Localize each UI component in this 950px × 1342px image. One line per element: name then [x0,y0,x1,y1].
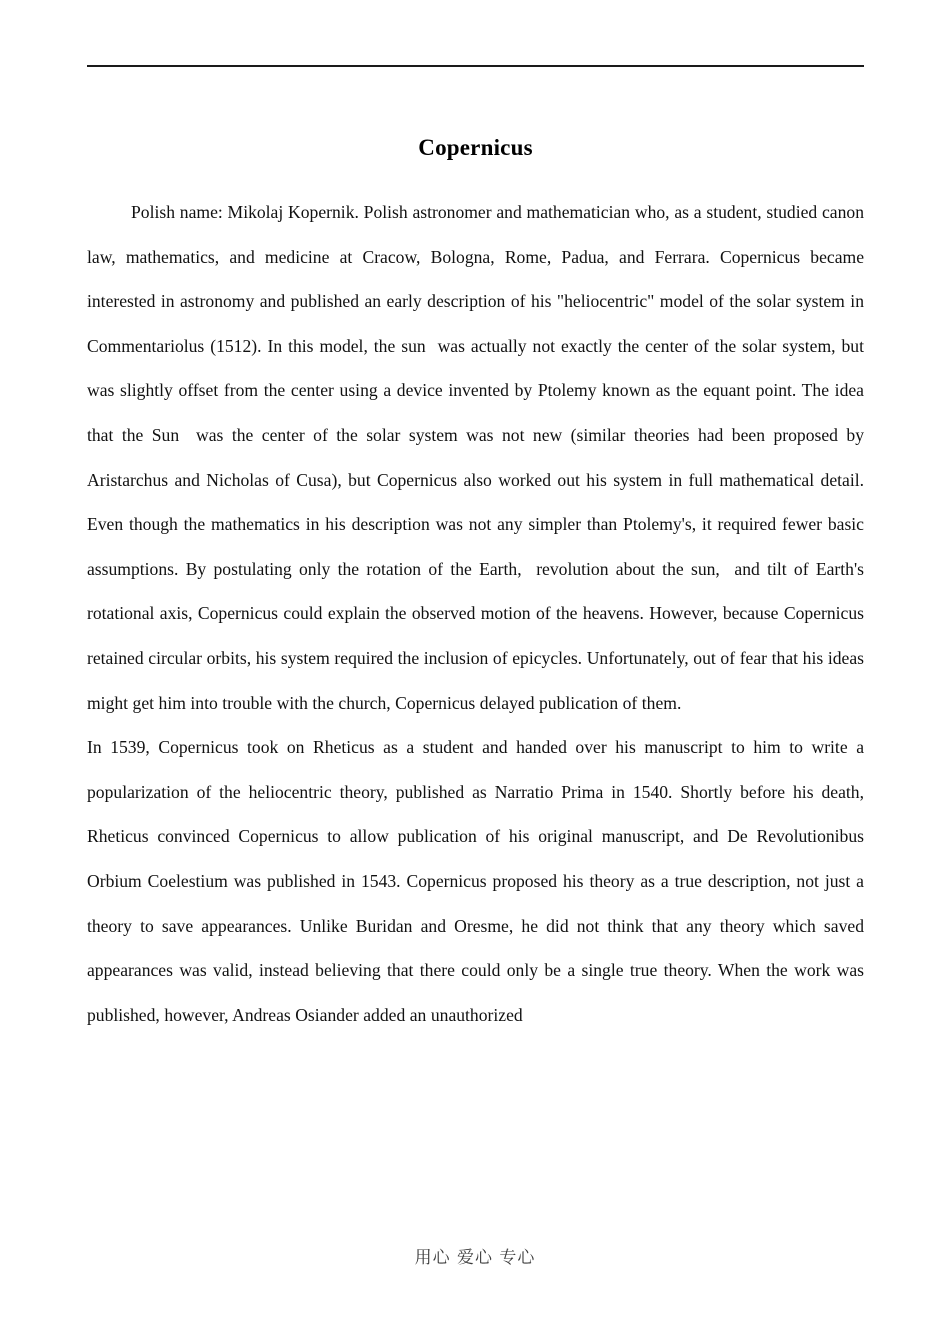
body-paragraph-2: In 1539, Copernicus took on Rheticus as a student and handed over his manuscript to him to write a popularization of the heliocentric theory, published as Narratio Prima in 1540. Shortly before his death, Rheticus convinced Copernicus to allow publication of his original manuscript, and De Revolutionibus Orbium Coelestium was published in 1543. Copernicus proposed his theory as a true description, not just a theory to save appearances. Unlike Buridan and Oresme, he did not think that any theory which saved appearances was valid, instead believing that there could only be a single true theory. When the work was published, however, Andreas Osiander added an unauthorized [87,737,869,1025]
document-body [87,190,869,1037]
page-footer: 用心 爱心 专心 [414,1248,536,1268]
page-title: Copernicus [418,135,533,160]
body-paragraph-1: Polish name: Mikolaj Kopernik. Polish astronomer and mathematician who, as a student, studied canon law, mathematics, and medicine at Cracow, Bologna, Rome, Padua, and Ferrara. Copernicus became interested in astronomy and published an early description of his "heliocentric" model of the solar system in Commentariolus (1512). In this model, the sun was actually not exactly the center of the solar system, but was slightly offset from the center using a device invented by Ptolemy known as the equant point. The idea that the Sun was the center of the solar system was not new (similar theories had been proposed by Aristarchus and Nicholas of Cusa), but Copernicus also worked out his system in full mathematical detail. Even though the mathematics in his description was not any simpler than Ptolemy's, it required fewer basic assumptions. By postulating only the rotation of the Earth, revolution about the sun, and tilt of Earth's rotational axis, Copernicus could explain the observed motion of the heavens. However, because Copernicus retained circular orbits, his system required the inclusion of epicycles. Unfortunately, out of fear that his ideas might get him into trouble with the church, Copernicus delayed publication of them. [87,202,869,713]
header-horizontal-rule [87,65,864,67]
